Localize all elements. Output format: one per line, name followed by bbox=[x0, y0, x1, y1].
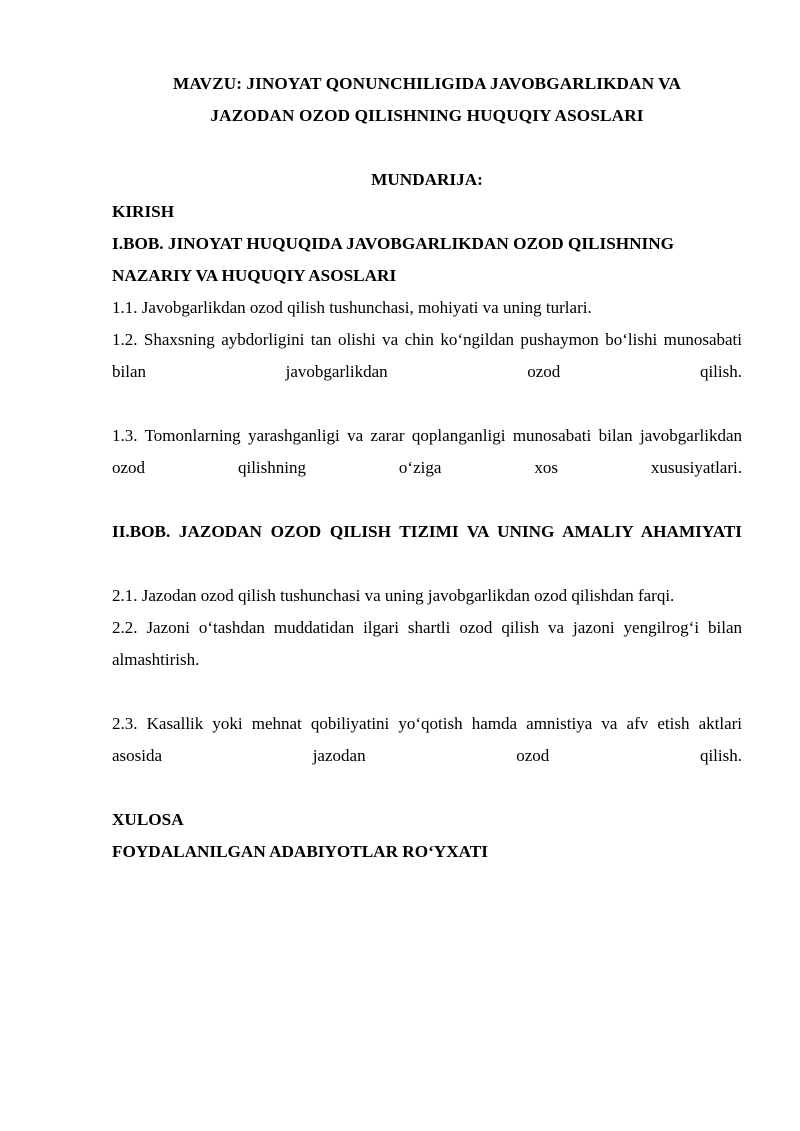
document-title-line-2: JAZODAN OZOD QILISHNING HUQUQIY ASOSLARI bbox=[210, 106, 644, 125]
toc-entry-section-2-2: 2.2. Jazoni oʻtashdan muddatidan ilgari shartli ozod qilish va jazoni yengilrogʻi bilan almashtirish. bbox=[112, 618, 742, 669]
toc-entry-section-1-1: 1.1. Javobgarlikdan ozod qilish tushunchasi, mohiyati va uning turlari. bbox=[112, 298, 592, 317]
toc-entry-references: FOYDALANILGAN ADABIYOTLAR ROʻYXATI bbox=[112, 842, 488, 861]
document-title bbox=[112, 68, 742, 132]
toc-entry-kirish: KIRISH bbox=[112, 202, 175, 221]
toc-heading: MUNDARIJA: bbox=[371, 170, 483, 189]
toc-entry-xulosa: XULOSA bbox=[112, 810, 184, 829]
title-spacer bbox=[112, 132, 742, 164]
toc-entry-section-1-2: 1.2. Shaxsning aybdorligini tan olishi va chin koʻngildan pushaymon boʻlishi munosabati bilan javobgarlikdan ozod qilish. bbox=[112, 330, 742, 381]
document-title-line-1: MAVZU: JINOYAT QONUNCHILIGIDA JAVOBGARLIKDAN VA bbox=[173, 74, 681, 93]
toc-entry-section-1-3: 1.3. Tomonlarning yarashganligi va zarar qoplanganligi munosabati bilan javobgarlikdan ozod qilishning oʻziga xos xususiyatlari. bbox=[112, 426, 742, 477]
toc-entry-chapter-1: I.BOB. JINOYAT HUQUQIDA JAVOBGARLIKDAN OZOD QILISHNING NAZARIY VA HUQUQIY ASOSLARI bbox=[112, 234, 675, 285]
toc-entry-section-2-3: 2.3. Kasallik yoki mehnat qobiliyatini yoʻqotish hamda amnistiya va afv etish aktlari asosida jazodan ozod qilish. bbox=[112, 714, 742, 765]
document-body bbox=[112, 68, 742, 868]
toc-entry-section-2-1: 2.1. Jazodan ozod qilish tushunchasi va uning javobgarlikdan ozod qilishdan farqi. bbox=[112, 586, 675, 605]
toc-entry-chapter-2: II.BOB. JAZODAN OZOD QILISH TIZIMI VA UNING AMALIY AHAMIYATI bbox=[112, 522, 742, 541]
